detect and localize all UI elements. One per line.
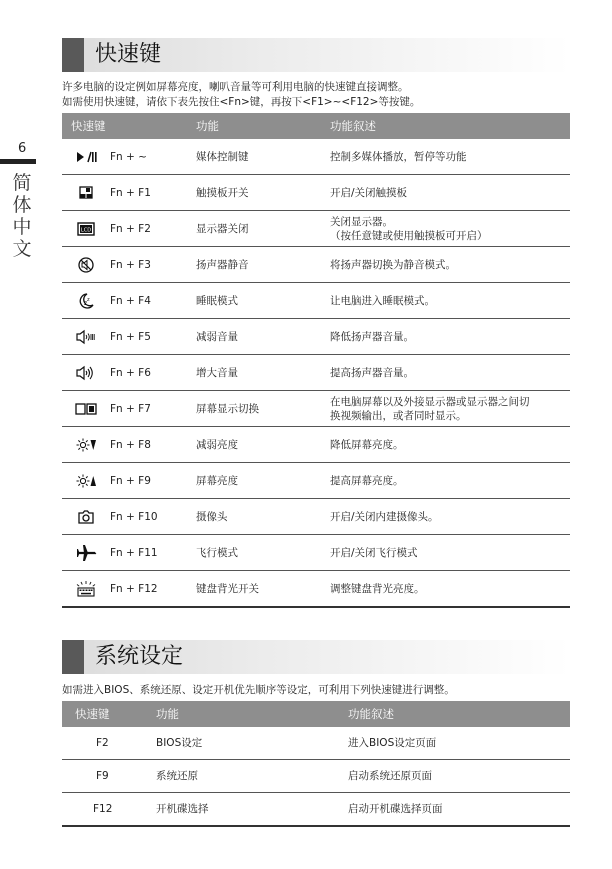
- hotkey-cell: Fn + F12: [110, 571, 196, 608]
- function-cell: 减弱亮度: [196, 427, 330, 463]
- play-pause-icon: [75, 148, 97, 166]
- section-title-hotkeys: 快速键: [95, 42, 162, 67]
- hotkey-cell: Fn + F6: [110, 355, 196, 391]
- table-row: [62, 283, 570, 319]
- system-settings-table: [62, 701, 570, 827]
- hotkey-cell: F2: [62, 727, 156, 760]
- hotkey-cell: Fn + F3: [110, 247, 196, 283]
- description-cell: 启动系统还原页面: [348, 760, 570, 793]
- function-cell: BIOS设定: [156, 727, 348, 760]
- speaker-mute-icon: [75, 256, 97, 274]
- function-cell: 开机碟选择: [156, 793, 348, 827]
- svg-text:z: z: [87, 296, 90, 303]
- description-cell: 调整键盘背光亮度。: [330, 571, 570, 608]
- volume-up-icon: [75, 364, 97, 382]
- hotkey-cell: Fn + F7: [110, 391, 196, 427]
- side-marker-bar: [0, 159, 36, 164]
- hotkey-cell: Fn + F9: [110, 463, 196, 499]
- function-cell: 触摸板开关: [196, 175, 330, 211]
- system-settings-intro: 如需进入BIOS、系统还原、设定开机优先顺序等设定，可利用下列快速键进行调整。: [62, 684, 455, 696]
- brightness-down-icon: [75, 436, 97, 454]
- hotkey-cell: Fn + F1: [110, 175, 196, 211]
- function-cell: 扬声器静音: [196, 247, 330, 283]
- table-row: [62, 727, 570, 760]
- column-header-function: 功能: [156, 701, 348, 727]
- hotkeys-table-header: [62, 113, 570, 139]
- table-row: [62, 427, 570, 463]
- table-row: [62, 391, 570, 427]
- table-row: [62, 355, 570, 391]
- language-side-label: 简体中文: [12, 172, 32, 260]
- table-row: [62, 499, 570, 535]
- description-line1: 在电脑屏幕以及外接显示器或显示器之间切: [330, 395, 530, 408]
- table-row: [62, 463, 570, 499]
- lcd-icon: [75, 220, 97, 238]
- table-row: [62, 175, 570, 211]
- hotkeys-intro-line1: 许多电脑的设定例如屏幕亮度，喇叭音量等可利用电脑的快速键直接调整。: [62, 81, 409, 93]
- table-row: [62, 535, 570, 571]
- section-header-hotkeys: [62, 38, 570, 72]
- table-row: [62, 139, 570, 175]
- column-header-function: 功能: [196, 113, 330, 139]
- description-line1: 关闭显示器。: [330, 215, 393, 228]
- description-cell: [330, 211, 570, 247]
- brightness-up-icon: [75, 472, 97, 490]
- description-cell: 降低扬声器音量。: [330, 319, 570, 355]
- system-settings-table-header: [62, 701, 570, 727]
- description-cell: 提高屏幕亮度。: [330, 463, 570, 499]
- hotkey-cell: Fn + F5: [110, 319, 196, 355]
- function-cell: 摄像头: [196, 499, 330, 535]
- hotkey-cell: Fn + F2: [110, 211, 196, 247]
- camera-icon: [75, 508, 97, 526]
- function-cell: 屏幕亮度: [196, 463, 330, 499]
- table-row: [62, 793, 570, 827]
- display-switch-icon: [75, 400, 97, 418]
- function-cell: 媒体控制键: [196, 139, 330, 175]
- column-header-description: 功能叙述: [348, 701, 570, 727]
- description-cell: 将扬声器切换为静音模式。: [330, 247, 570, 283]
- table-row: [62, 211, 570, 247]
- page-number: 6: [18, 141, 27, 156]
- description-cell: 启动开机碟选择页面: [348, 793, 570, 827]
- svg-text:LCD: LCD: [80, 227, 92, 233]
- description-cell: 降低屏幕亮度。: [330, 427, 570, 463]
- function-cell: 键盘背光开关: [196, 571, 330, 608]
- svg-text:z: z: [84, 299, 88, 307]
- description-cell: 提高扬声器音量。: [330, 355, 570, 391]
- function-cell: 系统还原: [156, 760, 348, 793]
- description-cell: [330, 391, 570, 427]
- hotkey-cell: Fn + F10: [110, 499, 196, 535]
- column-header-description: 功能叙述: [330, 113, 570, 139]
- description-cell: 进入BIOS设定页面: [348, 727, 570, 760]
- description-line2: （按任意键或使用触摸板可开启）: [330, 229, 488, 242]
- hotkey-cell: F9: [62, 760, 156, 793]
- hotkey-cell: Fn + ~: [110, 139, 196, 175]
- column-header-hotkey: 快速键: [62, 113, 196, 139]
- hotkeys-table: [62, 113, 570, 608]
- hotkeys-intro: [62, 80, 420, 110]
- section-title-system-settings: 系统设定: [95, 644, 184, 669]
- table-row: [62, 760, 570, 793]
- table-row: [62, 571, 570, 608]
- hotkey-cell: Fn + F4: [110, 283, 196, 319]
- description-cell: 开启/关闭飞行模式: [330, 535, 570, 571]
- hotkeys-intro-line2: 如需使用快速键，请依下表先按住<Fn>键，再按下<F1>~<F12>等按键。: [62, 96, 421, 108]
- touchpad-icon: [75, 184, 97, 202]
- sleep-moon-icon: [75, 292, 97, 310]
- hotkey-cell: F12: [62, 793, 156, 827]
- function-cell: 减弱音量: [196, 319, 330, 355]
- volume-down-icon: [75, 328, 97, 346]
- description-cell: 开启/关闭触摸板: [330, 175, 570, 211]
- function-cell: 飞行模式: [196, 535, 330, 571]
- description-cell: 开启/关闭内建摄像头。: [330, 499, 570, 535]
- function-cell: 显示器关闭: [196, 211, 330, 247]
- section-header-block: [62, 640, 84, 674]
- function-cell: 增大音量: [196, 355, 330, 391]
- hotkey-cell: Fn + F8: [110, 427, 196, 463]
- keyboard-backlight-icon: [75, 580, 97, 598]
- function-cell: 屏幕显示切换: [196, 391, 330, 427]
- hotkey-cell: Fn + F11: [110, 535, 196, 571]
- table-row: [62, 247, 570, 283]
- column-header-hotkey: 快速键: [62, 701, 156, 727]
- description-cell: 让电脑进入睡眠模式。: [330, 283, 570, 319]
- description-line2: 换视频输出，或者同时显示。: [330, 409, 467, 422]
- function-cell: 睡眠模式: [196, 283, 330, 319]
- table-row: [62, 319, 570, 355]
- description-cell: 控制多媒体播放，暂停等功能: [330, 139, 570, 175]
- section-header-block: [62, 38, 84, 72]
- section-header-system-settings: [62, 640, 570, 674]
- airplane-icon: [75, 544, 97, 562]
